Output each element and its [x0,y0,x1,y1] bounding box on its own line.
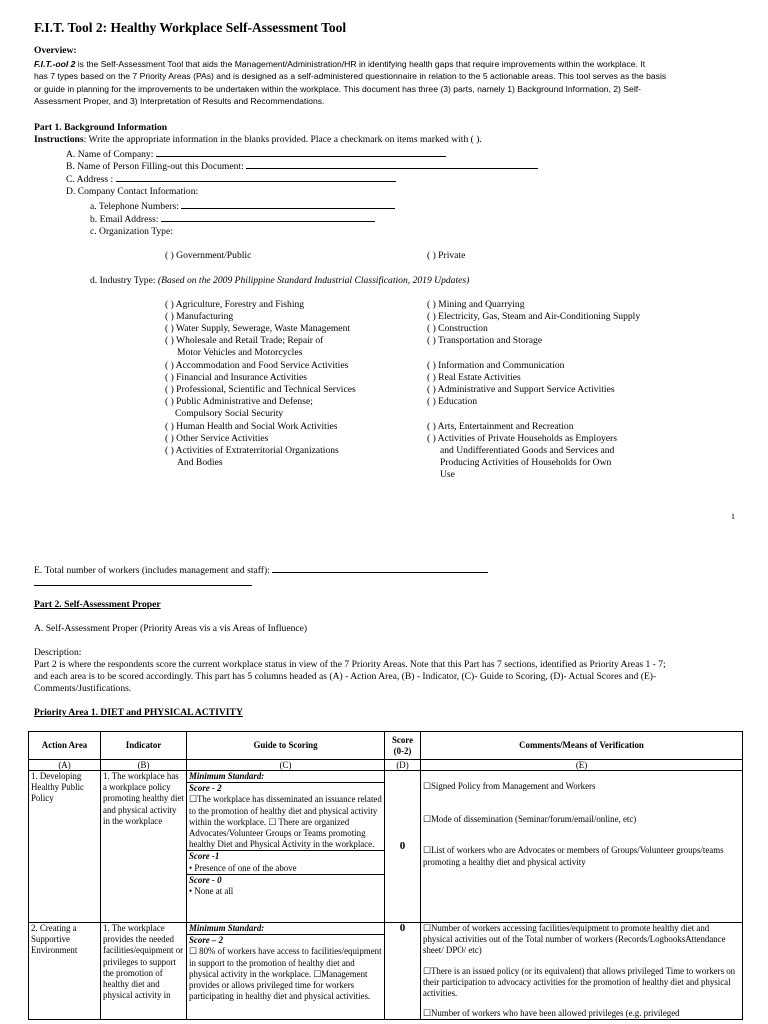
org-type-private[interactable]: ( ) Private [427,250,466,261]
industry-option-cont: And Bodies [177,457,223,468]
industry-option[interactable]: ( ) Manufacturing [165,311,234,322]
org-type-government[interactable]: ( ) Government/Public [165,250,252,261]
industry-option[interactable]: ( ) Professional, Scientific and Technical Services [165,384,356,395]
table-row [29,771,743,923]
part2-heading: Part 2. Self-Assessment Proper [34,599,161,610]
field-email[interactable]: b. Email Address: [90,212,375,225]
overview-heading: Overview: [34,45,77,56]
industry-option[interactable]: ( ) Wholesale and Retail Trade; Repair of [165,335,324,346]
industry-option-cont: Use [440,469,455,480]
industry-option[interactable]: ( ) Construction [427,323,488,334]
verification-item[interactable]: ☐There is an issued policy (or its equivalent) that allows privileged Time to workers on their participation to advocacy activities for the promotion of healthy diet and physical activities. [423,965,736,999]
action-area-cell: 2. Creating a Supportive Environment [29,923,101,1020]
industry-option[interactable]: ( ) Water Supply, Sewerage, Waste Management [165,323,351,334]
industry-option[interactable]: ( ) Mining and Quarrying [427,299,525,310]
header-score: Score (0-2) [385,732,421,760]
description-label: Description: [34,647,82,658]
field-total-workers[interactable]: E. Total number of workers (includes management and staff): [34,563,488,576]
table-header-row [29,732,743,760]
comments-cell [421,923,743,1020]
industry-option[interactable]: ( ) Other Service Activities [165,433,269,444]
assessment-table [28,731,743,1020]
industry-option[interactable]: ( ) Financial and Insurance Activities [165,372,307,383]
field-person-name[interactable]: B. Name of Person Filling-out this Document: [66,159,538,172]
industry-option[interactable]: ( ) Education [427,396,478,407]
industry-option[interactable]: ( ) Accommodation and Food Service Activities [165,360,349,371]
score-cell[interactable]: 0 [385,771,421,923]
field-telephone[interactable]: a. Telephone Numbers: [90,199,395,212]
industry-option-cont: Compulsory Social Security [175,408,284,419]
industry-option[interactable]: ( ) Activities of Private Households as Employers [427,433,617,444]
header-indicator: Indicator [101,732,187,760]
industry-option[interactable]: ( ) Real Estate Activities [427,372,521,383]
industry-option[interactable]: ( ) Administrative and Support Service Activities [427,384,615,395]
comments-cell [421,771,743,923]
indicator-cell: 1. The workplace provides the needed facilities/equipment or privileges to support the promotion of healthy diet and physical activity in [101,923,187,1020]
table-column-labels: (A) (B) (C) (D) (E) [29,760,743,771]
industry-option[interactable]: ( ) Agriculture, Forestry and Fishing [165,299,305,310]
instructions: Instructions: Write the appropriate information in the blanks provided. Place a checkmark on items marked with ( ). [34,134,482,145]
industry-option-cont: and Undifferentiated Goods and Services and [440,445,615,456]
industry-option[interactable]: ( ) Activities of Extraterritorial Organizations [165,445,339,456]
industry-type-label: d. Industry Type: (Based on the 2009 Philippine Standard Industrial Classification, 2019 Updates) [90,275,470,286]
field-company-name[interactable]: A. Name of Company: [66,147,446,160]
verification-item[interactable]: ☐Number of workers who have been allowed privileges (e.g. privileged [423,1008,680,1019]
verification-item[interactable]: ☐Mode of dissemination (Seminar/forum/email/online, etc) [423,814,637,825]
field-total-workers-line2[interactable] [34,576,252,589]
table-row [29,923,743,1020]
field-address[interactable]: C. Address : [66,172,396,185]
header-action-area: Action Area [29,732,101,760]
score-cell[interactable]: 0 [385,923,421,1020]
industry-option[interactable]: ( ) Information and Communication [427,360,565,371]
verification-item[interactable]: ☐Number of workers accessing facilities/equipment to promote healthy diet and physical activities out of the Total number of workers (Records/LogbooksAttendance sheet/ DPO/ etc) [423,923,726,956]
priority-area-title: Priority Area 1. DIET and PHYSICAL ACTIVITY [34,707,243,718]
verification-item[interactable]: ☐Signed Policy from Management and Workers [423,781,596,791]
org-type-label: c. Organization Type: [90,226,173,237]
verification-item[interactable]: ☐List of workers who are Advocates or members of Groups/Volunteer groups/teams promoting a healthy diet and physical activity [423,845,724,867]
description-text: Part 2 is where the respondents score the current workplace status in view of the 7 Priority Areas. Note that this Part has 7 sections, identified as Priority Areas 1 - 7; and each area is to be scored accordingly. This part has 5 columns headed as (A) - Action Area, (B) - Indicator, (C)- Guide to Scoring, (D)- Actual Scores and (E)- Comments/Justifications. [34,659,666,694]
header-comments: Comments/Means of Verification [421,732,743,760]
indicator-cell: 1. The workplace has a workplace policy promoting healthy diet and physical activity in the workplace [101,771,187,923]
industry-option[interactable]: ( ) Human Health and Social Work Activities [165,421,338,432]
tool-name: F.I.T.-ool 2 [34,59,76,69]
guide-cell: Minimum Standard: Score - 2 ☐The workplace has disseminated an issuance related to the promotion of healthy diet and physical activity within the workplace. ☐ There are organized Advocates/Volunteer Groups or Teams promoting healthy Diet and Physical Activity in the workplace. Score -1 • Presence of one of the above Score - 0 • None at all [187,771,385,923]
part2-subheading: A. Self-Assessment Proper (Priority Areas vis a vis Areas of Influence) [34,623,308,634]
industry-option[interactable]: ( ) Electricity, Gas, Steam and Air-Conditioning Supply [427,311,641,322]
industry-option-cont: Producing Activities of Households for Own [440,457,612,468]
part1-heading: Part 1. Background Information [34,122,168,133]
industry-option-cont: Motor Vehicles and Motorcycles [177,347,303,358]
header-guide: Guide to Scoring [187,732,385,760]
action-area-cell: 1. Developing Healthy Public Policy [29,771,101,923]
industry-option[interactable]: ( ) Transportation and Storage [427,335,543,346]
overview-text: F.I.T.-ool 2 is the Self-Assessment Tool that aids the Management/Administration/HR in identifying health gaps that require improvements within the workplace. It has 7 types based on the 7 Priority Areas (PAs) and is designed as a self-administered questionnaire in relation to the 5 actionable areas. This tool serves as the basis or guide in planning for the improvements to be undertaken within the workplace. This document has three (3) parts, namely 1) Background Information, 2) Self- Assessment Proper, and 3) Interpretation of Results and Recommendations. [34,59,667,107]
contact-info-label: D. Company Contact Information: [66,186,199,197]
industry-option[interactable]: ( ) Public Administrative and Defense; [165,396,313,407]
guide-cell: Minimum Standard: Score – 2 ☐ 80% of workers have access to facilities/equipment in support to the promotion of healthy diet and physical activity in the workplace. ☐Management provides or allows privileged time for workers participating in healthy diet and physical activities. [187,923,385,1020]
page-title: F.I.T. Tool 2: Healthy Workplace Self-Assessment Tool [34,20,347,35]
page-number: 1 [731,512,735,521]
industry-option[interactable]: ( ) Arts, Entertainment and Recreation [427,421,574,432]
